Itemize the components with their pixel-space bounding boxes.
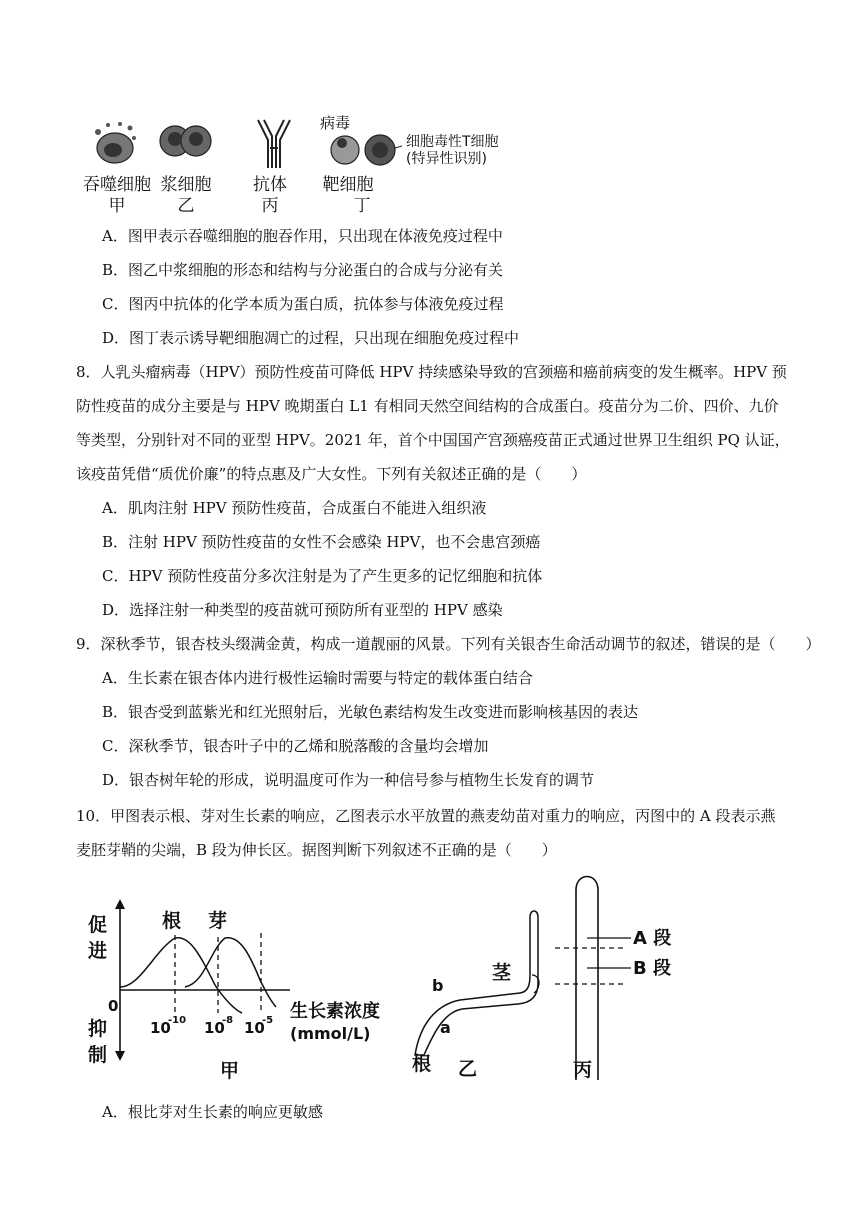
graph-jia-caption: 甲 — [220, 1060, 240, 1082]
bud-response-curve — [185, 938, 276, 1007]
stem-label: 茎 — [492, 962, 512, 984]
tick-2: 10 — [204, 1019, 225, 1037]
segment-a-label: A 段 — [633, 928, 672, 949]
tcell-label — [406, 134, 499, 168]
virus-label: 病毒 — [320, 114, 351, 132]
antibody-drawing — [258, 120, 290, 168]
q8-option-a: A．肌肉注射 HPV 预防性疫苗，合成蛋白不能进入组织液 — [102, 499, 487, 517]
tag-yi: 乙 — [177, 196, 195, 216]
segment-b-label: B 段 — [633, 958, 671, 979]
inhibit-label-2: 制 — [88, 1044, 108, 1066]
tick-1: 10 — [150, 1019, 171, 1037]
root-response-curve — [120, 938, 242, 1013]
q8-option-c: C．HPV 预防性疫苗分多次注射是为了产生更多的记忆细胞和抗体 — [102, 567, 543, 585]
x-axis-label-2: (mmol/L) — [290, 1024, 371, 1043]
tag-ding: 丁 — [353, 196, 371, 216]
caption-phagocyte: 吞噬细胞 — [83, 175, 151, 195]
q10-stem-line-1: 10．甲图表示根、芽对生长素的响应，乙图表示水平放置的燕麦幼苗对重力的响应，丙图中的 A 段表示燕 — [76, 807, 776, 825]
tick-2-exp: -8 — [222, 1015, 234, 1026]
label-b: b — [432, 976, 444, 995]
bud-label: 芽 — [208, 910, 228, 932]
root-label: 根 — [162, 910, 182, 932]
tick-3: 10 — [244, 1019, 265, 1037]
graph-bing-caption: 丙 — [573, 1059, 593, 1081]
tcell-label-line2: (特异性识别) — [406, 151, 487, 167]
q7-option-a: A．图甲表示吞噬细胞的胞吞作用，只出现在体液免疫过程中 — [102, 227, 503, 245]
tick-3-exp: -5 — [262, 1015, 274, 1026]
q9-option-a: A．生长素在银杏体内进行极性运输时需要与特定的载体蛋白结合 — [102, 669, 533, 687]
x-axis-label-1: 生长素浓度 — [290, 1001, 380, 1022]
q9-option-c: C．深秋季节，银杏叶子中的乙烯和脱落酸的含量均会增加 — [102, 737, 489, 755]
phagocyte-drawing — [95, 122, 136, 163]
graph-yi — [400, 905, 560, 1085]
tcell-label-line1: 细胞毒性T细胞 — [406, 134, 499, 150]
promote-label-2: 进 — [88, 940, 108, 962]
caption-antibody: 抗体 — [253, 175, 287, 195]
graph-jia — [80, 895, 400, 1095]
graph-bing — [555, 870, 695, 1085]
tick-1-exp: -10 — [168, 1015, 187, 1026]
q9-stem: 9．深秋季节，银杏枝头缀满金黄，构成一道靓丽的风景。下列有关银杏生命活动调节的叙述，错误的是（ ） — [76, 635, 821, 653]
zero-label: 0 — [108, 997, 119, 1015]
coleoptile-outline — [576, 877, 598, 1081]
inhibit-label-1: 抑 — [88, 1018, 108, 1040]
q10-option-a: A．根比芽对生长素的响应更敏感 — [102, 1103, 323, 1121]
tag-bing: 丙 — [261, 196, 279, 216]
caption-target-cell: 靶细胞 — [322, 175, 374, 195]
q7-option-d: D．图丁表示诱导靶细胞凋亡的过程，只出现在细胞免疫过程中 — [102, 329, 520, 347]
q9-option-d: D．银杏树年轮的形成，说明温度可作为一种信号参与植物生长发育的调节 — [102, 771, 595, 789]
q7-option-b: B．图乙中浆细胞的形态和结构与分泌蛋白的合成与分泌有关 — [102, 261, 504, 279]
q8-stem-line-2: 防性疫苗的成分主要是与 HPV 晚期蛋白 L1 有相同天然空间结构的合成蛋白。疫苗分为二价、四价、九价 — [76, 397, 779, 415]
target-cell-drawing — [331, 135, 402, 165]
label-a: a — [440, 1018, 451, 1037]
caption-plasma-cell: 浆细胞 — [160, 175, 212, 195]
tag-jia: 甲 — [108, 196, 126, 216]
promote-label-1: 促 — [88, 914, 108, 936]
q7-option-c: C．图丙中抗体的化学本质为蛋白质，抗体参与体液免疫过程 — [102, 295, 504, 313]
root-label-yi: 根 — [412, 1053, 432, 1075]
q8-stem-line-3: 等类型，分别针对不同的亚型 HPV。2021 年，首个中国国产宫颈癌疫苗正式通过世界卫生组织 PQ 认证， — [76, 431, 790, 449]
plasma-cell-drawing — [160, 126, 211, 156]
q8-option-b: B．注射 HPV 预防性疫苗的女性不会感染 HPV，也不会患宫颈癌 — [102, 533, 541, 551]
q10-stem-line-2: 麦胚芽鞘的尖端，B 段为伸长区。据图判断下列叙述不正确的是（ ） — [76, 841, 557, 859]
q8-stem-line-1: 8．人乳头瘤病毒（HPV）预防性疫苗可降低 HPV 持续感染导致的宫颈癌和癌前病变的发生概率。HPV 预 — [76, 363, 787, 381]
q8-option-d: D．选择注射一种类型的疫苗就可预防所有亚型的 HPV 感染 — [102, 601, 503, 619]
graph-yi-caption: 乙 — [458, 1058, 478, 1080]
q9-option-b: B．银杏受到蓝紫光和红光照射后，光敏色素结构发生改变进而影响核基因的表达 — [102, 703, 639, 721]
q8-stem-line-4: 该疫苗凭借“质优价廉”的特点惠及广大女性。下列有关叙述正确的是（ ） — [76, 465, 587, 483]
